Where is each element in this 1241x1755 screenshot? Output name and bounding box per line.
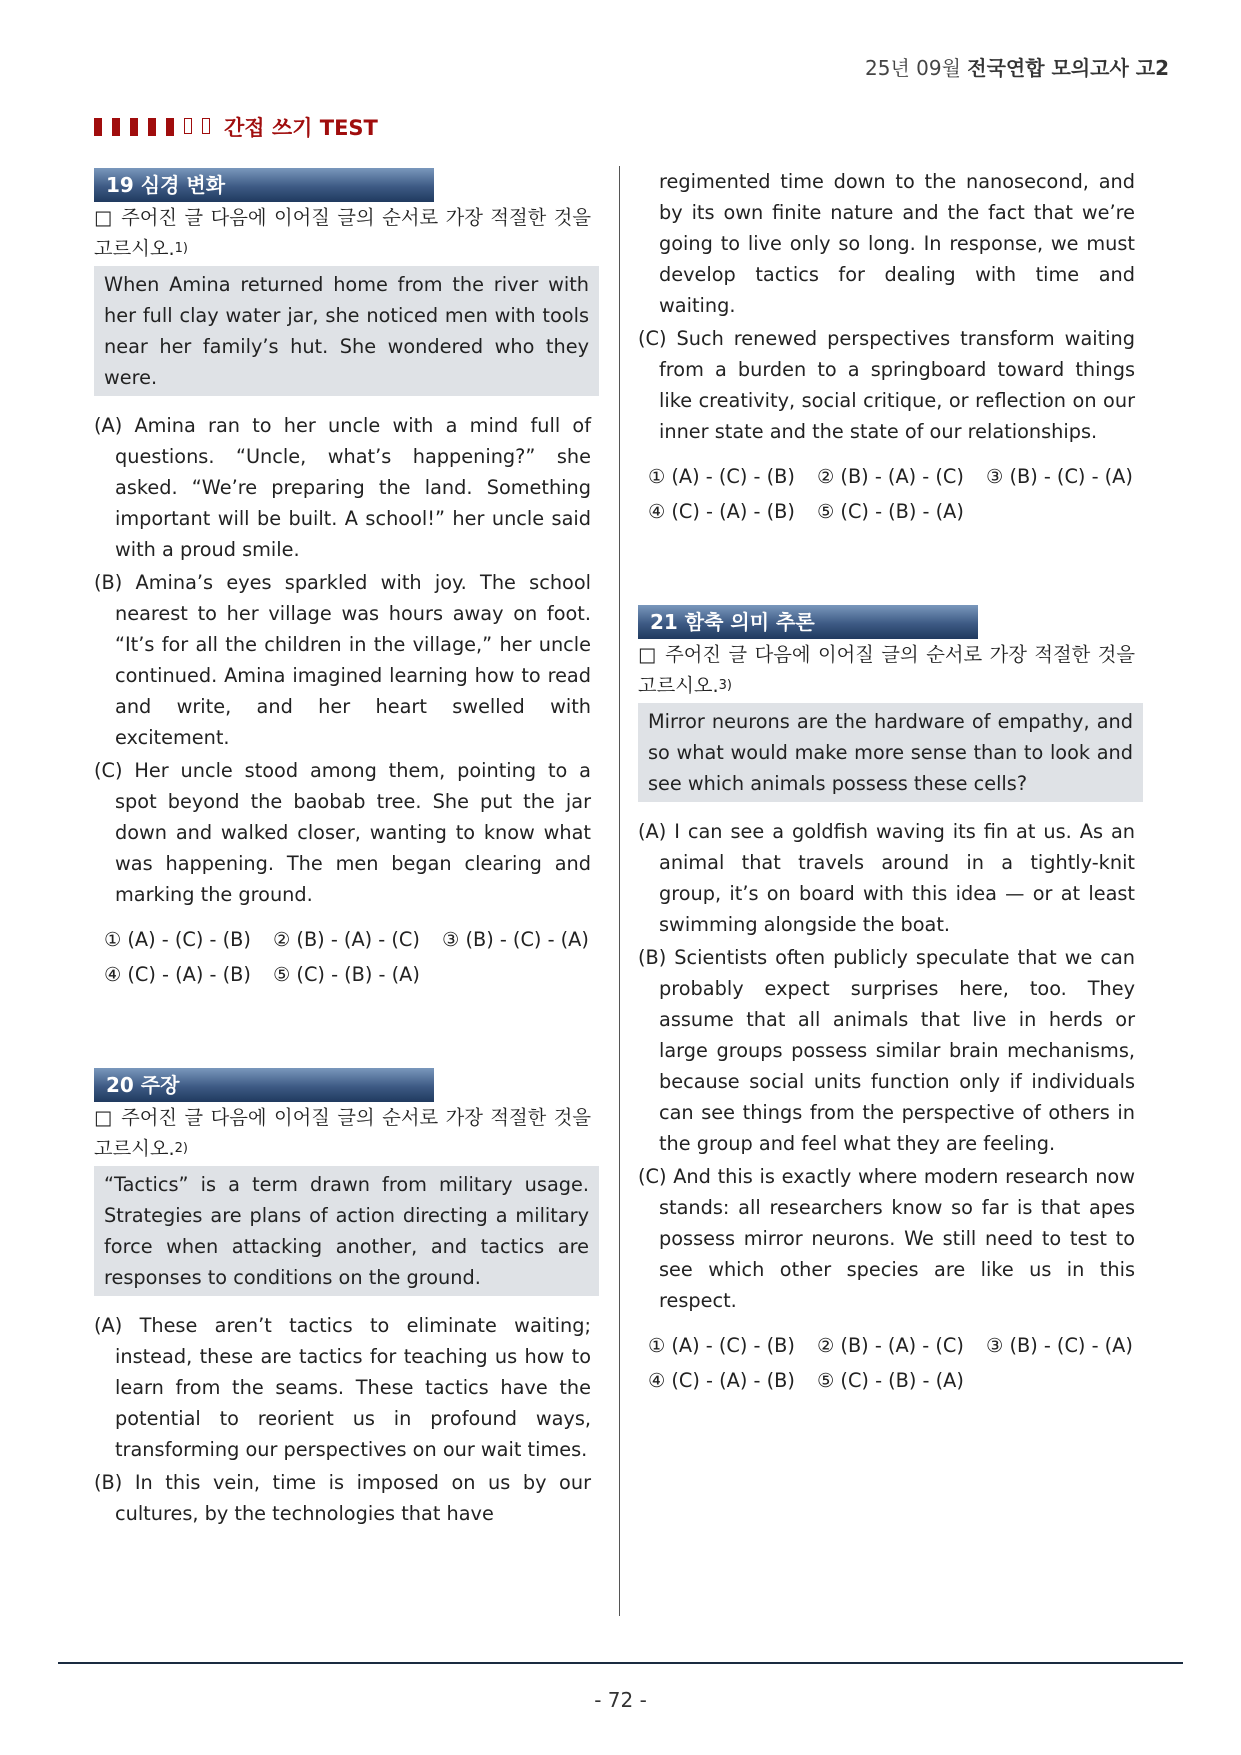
option-4[interactable]: ④ (C) - (A) - (B) <box>648 500 795 523</box>
passage-item-c: (C) Such renewed perspectives transform waiting from a burden to a springboard toward things like creativity, social critique, or reflection on our inner state and the state of our relationships. <box>638 327 1135 443</box>
footnote-marker: 3) <box>718 678 732 693</box>
footnote-marker: 2) <box>174 1141 188 1156</box>
page-number: - 72 - <box>594 1688 647 1712</box>
column-divider <box>619 166 620 1616</box>
option-2[interactable]: ② (B) - (A) - (C) <box>817 1334 964 1357</box>
option-4[interactable]: ④ (C) - (A) - (B) <box>104 963 251 986</box>
passage-item-b: (B) Scientists often publicly speculate that we can probably expect surprises here, too. They assume that all animals that live in herds or large groups possess similar brain mechanisms, because social units function only if individuals can see things from the perspective of others in the group and feel what they are feeling. <box>638 946 1135 1155</box>
question-20 <box>94 1068 599 1529</box>
question-instruction: □ 주어진 글 다음에 이어질 글의 순서로 가장 적절한 것을 고르시오.$^{2)}$ <box>94 1106 591 1160</box>
exam-header <box>865 52 1169 81</box>
decorative-bars <box>94 118 210 136</box>
given-passage: Mirror neurons are the hardware of empathy, and so what would make more sense than to look and see which animals possess these cells? <box>638 703 1143 802</box>
passage-item-a: (A) Amina ran to her uncle with a mind full of questions. “Uncle, what’s happening?” she asked. “We’re preparing the land. Something important will be built. A school!” her uncle said with a proud smile. <box>94 414 591 561</box>
question-instruction: □ 주어진 글 다음에 이어질 글의 순서로 가장 적절한 것을 고르시오.$^{3)}$ <box>638 643 1135 697</box>
answer-options <box>638 461 1143 492</box>
passage-item-b-continued: regimented time down to the nanosecond, and by its own finite nature and the fact that we’re going to live only so long. In response, we must develop tactics for dealing with time and waiting. <box>659 170 1135 317</box>
option-5[interactable]: ⑤ (C) - (B) - (A) <box>273 963 420 986</box>
exam-name: 전국연합 모의고사 고2 <box>967 56 1169 80</box>
option-3[interactable]: ③ (B) - (C) - (A) <box>986 1334 1133 1357</box>
brand-banner <box>94 112 378 142</box>
passage-item-b: (B) In this vein, time is imposed on us by our cultures, by the technologies that have <box>94 1471 591 1525</box>
option-5[interactable]: ⑤ (C) - (B) - (A) <box>817 1369 964 1392</box>
footnote-marker: 1) <box>174 241 188 256</box>
option-1[interactable]: ① (A) - (C) - (B) <box>104 928 251 951</box>
question-20-continued <box>638 166 1143 527</box>
footer-rule <box>58 1662 1183 1664</box>
option-1[interactable]: ① (A) - (C) - (B) <box>648 465 795 488</box>
question-19 <box>94 168 599 990</box>
question-instruction: □ 주어진 글 다음에 이어질 글의 순서로 가장 적절한 것을 고르시오.$^{1)}$ <box>94 206 591 260</box>
right-column <box>638 166 1143 1396</box>
given-passage: When Amina returned home from the river with her full clay water jar, she noticed men with tools near her family’s hut. She wondered who they were. <box>94 266 599 396</box>
answer-options <box>94 959 599 990</box>
left-column <box>94 168 599 1529</box>
exam-date: 25년 09월 <box>865 56 961 80</box>
question-21 <box>638 605 1143 1396</box>
answer-options <box>638 1330 1143 1361</box>
passage-item-c: (C) Her uncle stood among them, pointing to a spot beyond the baobab tree. She put the jar down and walked closer, wanting to know what was happening. The men began clearing and marking the ground. <box>94 759 591 906</box>
option-2[interactable]: ② (B) - (A) - (C) <box>273 928 420 951</box>
answer-options <box>638 496 1143 527</box>
option-1[interactable]: ① (A) - (C) - (B) <box>648 1334 795 1357</box>
option-3[interactable]: ③ (B) - (C) - (A) <box>442 928 589 951</box>
option-3[interactable]: ③ (B) - (C) - (A) <box>986 465 1133 488</box>
section-heading: 20 주장 <box>94 1068 434 1102</box>
section-heading: 19 심경 변화 <box>94 168 434 202</box>
section-heading: 21 함축 의미 추론 <box>638 605 978 639</box>
brand-title: 간접 쓰기 TEST <box>224 116 378 140</box>
answer-options <box>94 924 599 955</box>
answer-options <box>638 1365 1143 1396</box>
passage-item-c: (C) And this is exactly where modern research now stands: all researchers know so far is that apes possess mirror neurons. We still need to test to see which other species are like us in this respect. <box>638 1165 1135 1312</box>
given-passage: “Tactics” is a term drawn from military usage. Strategies are plans of action directing a military force when attacking another, and tactics are responses to conditions on the ground. <box>94 1166 599 1296</box>
passage-item-a: (A) These aren’t tactics to eliminate waiting; instead, these are tactics for teaching us how to learn from the seams. These tactics have the potential to reorient us in profound ways, transforming our perspectives on our wait times. <box>94 1314 591 1461</box>
passage-item-a: (A) I can see a goldfish waving its fin at us. As an animal that travels around in a tightly-knit group, it’s on board with this idea — or at least swimming alongside the boat. <box>638 820 1135 936</box>
option-2[interactable]: ② (B) - (A) - (C) <box>817 465 964 488</box>
option-5[interactable]: ⑤ (C) - (B) - (A) <box>817 500 964 523</box>
passage-item-b: (B) Amina’s eyes sparkled with joy. The school nearest to her village was hours away on foot. “It’s for all the children in the village,” her uncle continued. Amina imagined learning how to read and write, and her heart swelled with excitement. <box>94 571 591 749</box>
option-4[interactable]: ④ (C) - (A) - (B) <box>648 1369 795 1392</box>
